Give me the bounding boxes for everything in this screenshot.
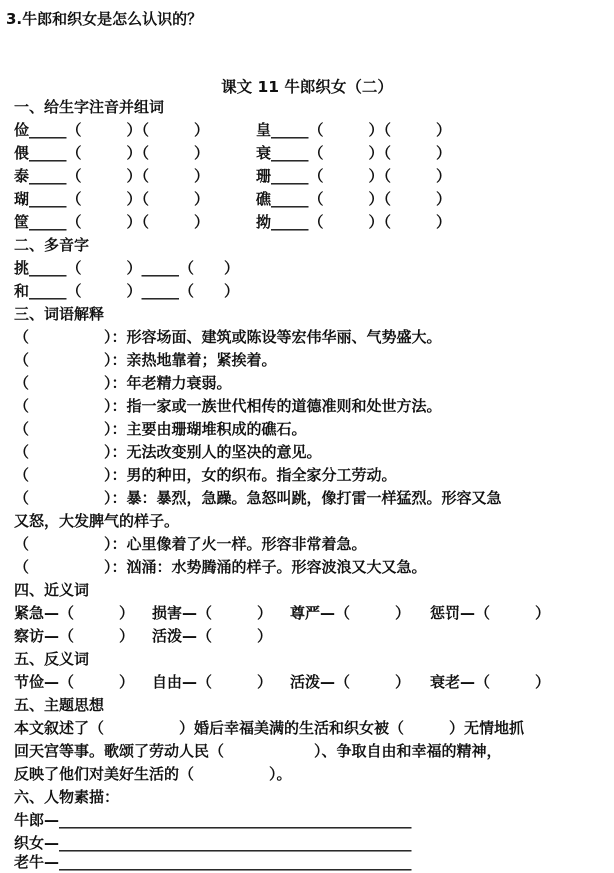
- theme-line: 回天宫等事。歌颂了劳动人民（ ）、争取自由和幸福的精神，: [14, 742, 502, 760]
- section-5-antonym-heading: 五、反义词: [14, 650, 90, 668]
- definition-row: （ ）：指一家或一族世代相传的道德准则和处世方法。: [14, 397, 442, 415]
- section-6-heading: 六、人物素描：: [14, 788, 120, 806]
- synonym-item: 尊严—（ ）: [290, 604, 411, 622]
- theme-line: 反映了他们对美好生活的（ ）。: [14, 765, 292, 783]
- sec1-left-row: 泰_____（ ）（ ）: [14, 167, 210, 185]
- sec1-right-row: 拗_____（ ）（ ）: [256, 213, 452, 231]
- antonym-item: 衰老—（ ）: [430, 673, 551, 691]
- definition-row: （ ）：心里像着了火一样。形容非常着急。: [14, 535, 367, 553]
- synonym-item: 活泼—（ ）: [152, 627, 273, 645]
- sec1-right-row: 珊_____（ ）（ ）: [256, 167, 452, 185]
- section-4-heading: 四、近义词: [14, 581, 90, 599]
- definition-row: （ ）：主要由珊瑚堆积成的礁石。: [14, 420, 307, 438]
- definition-row: （ ）：年老精力衰弱。: [14, 374, 232, 392]
- sec1-left-row: 俭_____（ ）（ ）: [14, 121, 210, 139]
- section-1-heading: 一、给生字注音并组词: [14, 98, 165, 116]
- synonym-item: 损害—（ ）: [152, 604, 273, 622]
- synonym-item: 察访—（ ）: [14, 627, 135, 645]
- section-3-heading: 三、词语解释: [14, 305, 105, 323]
- character-sketch-row: 老牛—_______________________________________________: [14, 853, 412, 871]
- lesson-title: 课文 11 牛郎织女（二）: [221, 78, 393, 96]
- definition-row: （ ）：汹涌：水势腾涌的样子。形容波浪又大又急。: [14, 558, 427, 576]
- definition-row: （ ）：暴：暴烈，急躁。急怒叫跳，像打雷一样猛烈。形容又急: [14, 489, 502, 507]
- synonym-item: 惩罚—（ ）: [430, 604, 551, 622]
- theme-line: 本文叙述了（ ）婚后幸福美满的生活和织女被（ ）无情地抓: [14, 719, 525, 737]
- section-5-theme-heading: 五、主题思想: [14, 696, 105, 714]
- polyphone-row: 挑_____（ ）_____（ ）: [14, 259, 240, 277]
- antonym-item: 节俭—（ ）: [14, 673, 135, 691]
- definition-row: （ ）：形容场面、建筑或陈设等宏伟华丽、气势盛大。: [14, 328, 442, 346]
- antonym-item: 自由—（ ）: [152, 673, 273, 691]
- definition-row: （ ）：亲热地靠着；紧挨着。: [14, 351, 277, 369]
- sec1-right-row: 皇_____（ ）（ ）: [256, 121, 452, 139]
- sec1-right-row: 衰_____（ ）（ ）: [256, 144, 452, 162]
- character-sketch-row: 织女—_______________________________________________: [14, 834, 412, 852]
- sec1-left-row: 偎_____（ ）（ ）: [14, 144, 210, 162]
- definition-row: （ ）：男的种田，女的织布。指全家分工劳动。: [14, 466, 397, 484]
- section-2-heading: 二、多音字: [14, 236, 90, 254]
- antonym-item: 活泼—（ ）: [290, 673, 411, 691]
- question-3: 3.牛郎和织女是怎么认识的？: [6, 10, 203, 28]
- sec1-left-row: 筐_____（ ）（ ）: [14, 213, 210, 231]
- sec1-right-row: 礁_____（ ）（ ）: [256, 190, 452, 208]
- synonym-item: 紧急—（ ）: [14, 604, 135, 622]
- sec1-left-row: 瑚_____（ ）（ ）: [14, 190, 210, 208]
- definition-row: （ ）：无法改变别人的坚决的意见。: [14, 443, 322, 461]
- definition-row-continued: 又怒，大发脾气的样子。: [14, 512, 180, 530]
- polyphone-row: 和_____（ ）_____（ ）: [14, 282, 240, 300]
- character-sketch-row: 牛郎—_______________________________________________: [14, 811, 412, 829]
